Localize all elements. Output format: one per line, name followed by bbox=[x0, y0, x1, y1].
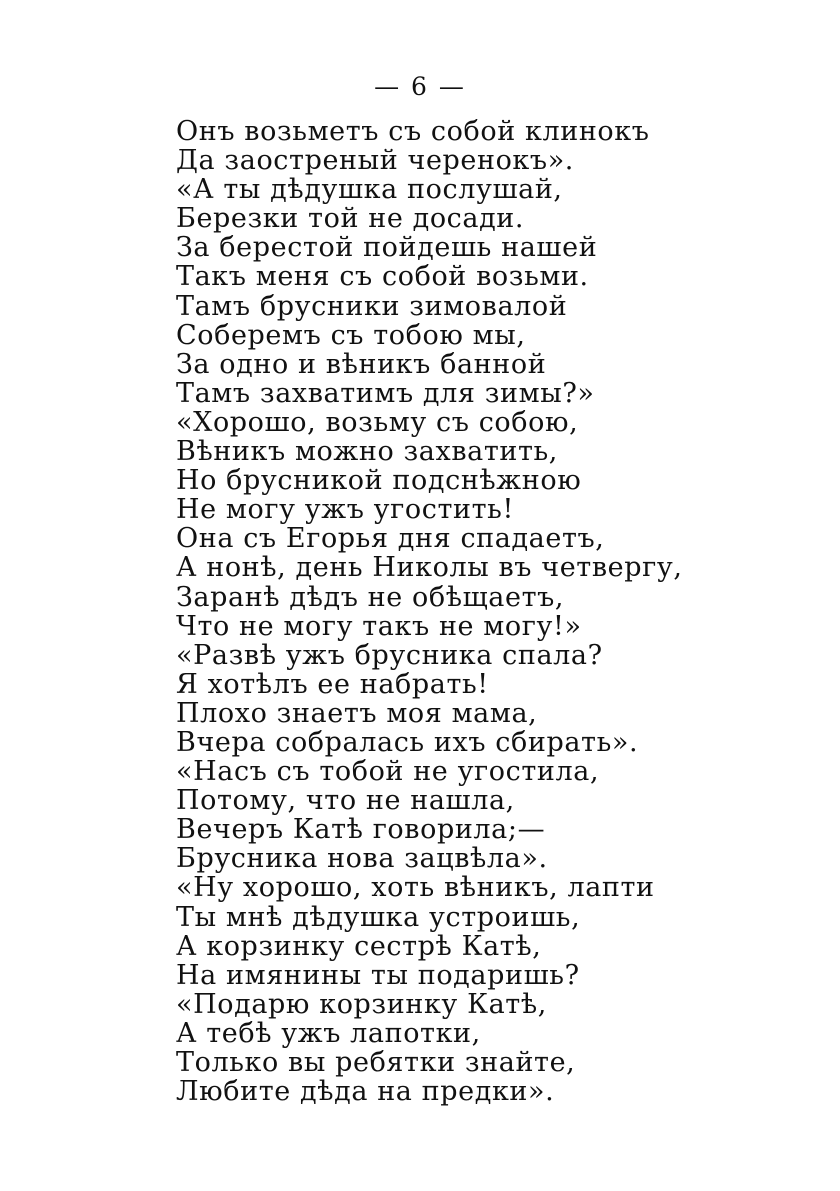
poem-line: Не могу ужъ угостить! bbox=[176, 494, 514, 526]
poem-line: Соберемъ съ тобою мы, bbox=[176, 319, 526, 351]
poem-line: Вѣникъ можно захватить, bbox=[176, 436, 558, 468]
poem-line: «Развѣ ужъ брусника спала? bbox=[176, 639, 603, 671]
poem-line: Потому, что не нашла, bbox=[176, 785, 515, 817]
poem-line: Я хотѣлъ ее набрать! bbox=[176, 668, 489, 700]
poem-line: Плохо знаетъ моя мама, bbox=[176, 697, 538, 729]
poem-line: На имянины ты подаришь? bbox=[176, 959, 580, 991]
poem-line: «Насъ съ тобой не угостила, bbox=[176, 756, 600, 788]
poem-line: Онъ возьметъ съ собой клинокъ bbox=[176, 116, 650, 147]
poem-line: Тамъ брусники зимовалой bbox=[176, 290, 568, 322]
poem-line: «Подарю корзинку Катѣ, bbox=[176, 988, 547, 1020]
page-number: — 6 — bbox=[374, 72, 466, 101]
poem-line: За берестой пойдешь нашей bbox=[176, 232, 598, 264]
poem-line: А тебѣ ужъ лапотки, bbox=[176, 1017, 481, 1049]
poem-line: Заранѣ дѣдъ не обѣщаетъ, bbox=[176, 581, 565, 613]
poem-line: Но брусникой подснѣжною bbox=[176, 465, 582, 497]
poem-line: Любите дѣда на предки». bbox=[176, 1076, 555, 1108]
poem-line: Да заостреный черенокъ». bbox=[176, 145, 574, 177]
poem-line: Вчера собралась ихъ сбирать». bbox=[176, 726, 639, 758]
poem-line: Только вы ребятки знайте, bbox=[176, 1047, 576, 1078]
poem-line: Ты мнѣ дѣдушка устроишь, bbox=[176, 901, 581, 933]
poem-line: «А ты дѣдушка послушай, bbox=[176, 174, 563, 206]
poem-line: Брусника нова зацвѣла». bbox=[176, 843, 548, 875]
poem-line: А нонѣ, день Николы въ четвергу, bbox=[176, 552, 683, 584]
poem-line: «Ну хорошо, хоть вѣникъ, лапти bbox=[176, 872, 655, 904]
poem-text bbox=[176, 117, 816, 1106]
poem-line: За одно и вѣникъ банной bbox=[176, 348, 547, 380]
poem-line: Вечеръ Катѣ говорила;— bbox=[176, 814, 546, 846]
poem-line: Тамъ захватимъ для зимы?» bbox=[176, 377, 595, 409]
poem-line: Она съ Егорья дня спадаетъ, bbox=[176, 523, 605, 555]
poem-line: Березки той не досади. bbox=[176, 203, 525, 235]
poem-line: Такъ меня съ собой возьми. bbox=[176, 261, 589, 293]
poem-line: «Хорошо, возьму съ собою, bbox=[176, 406, 579, 438]
poem-line: Что не могу такъ не могу!» bbox=[176, 610, 582, 642]
poem-line: А корзинку сестрѣ Катѣ, bbox=[176, 930, 542, 962]
